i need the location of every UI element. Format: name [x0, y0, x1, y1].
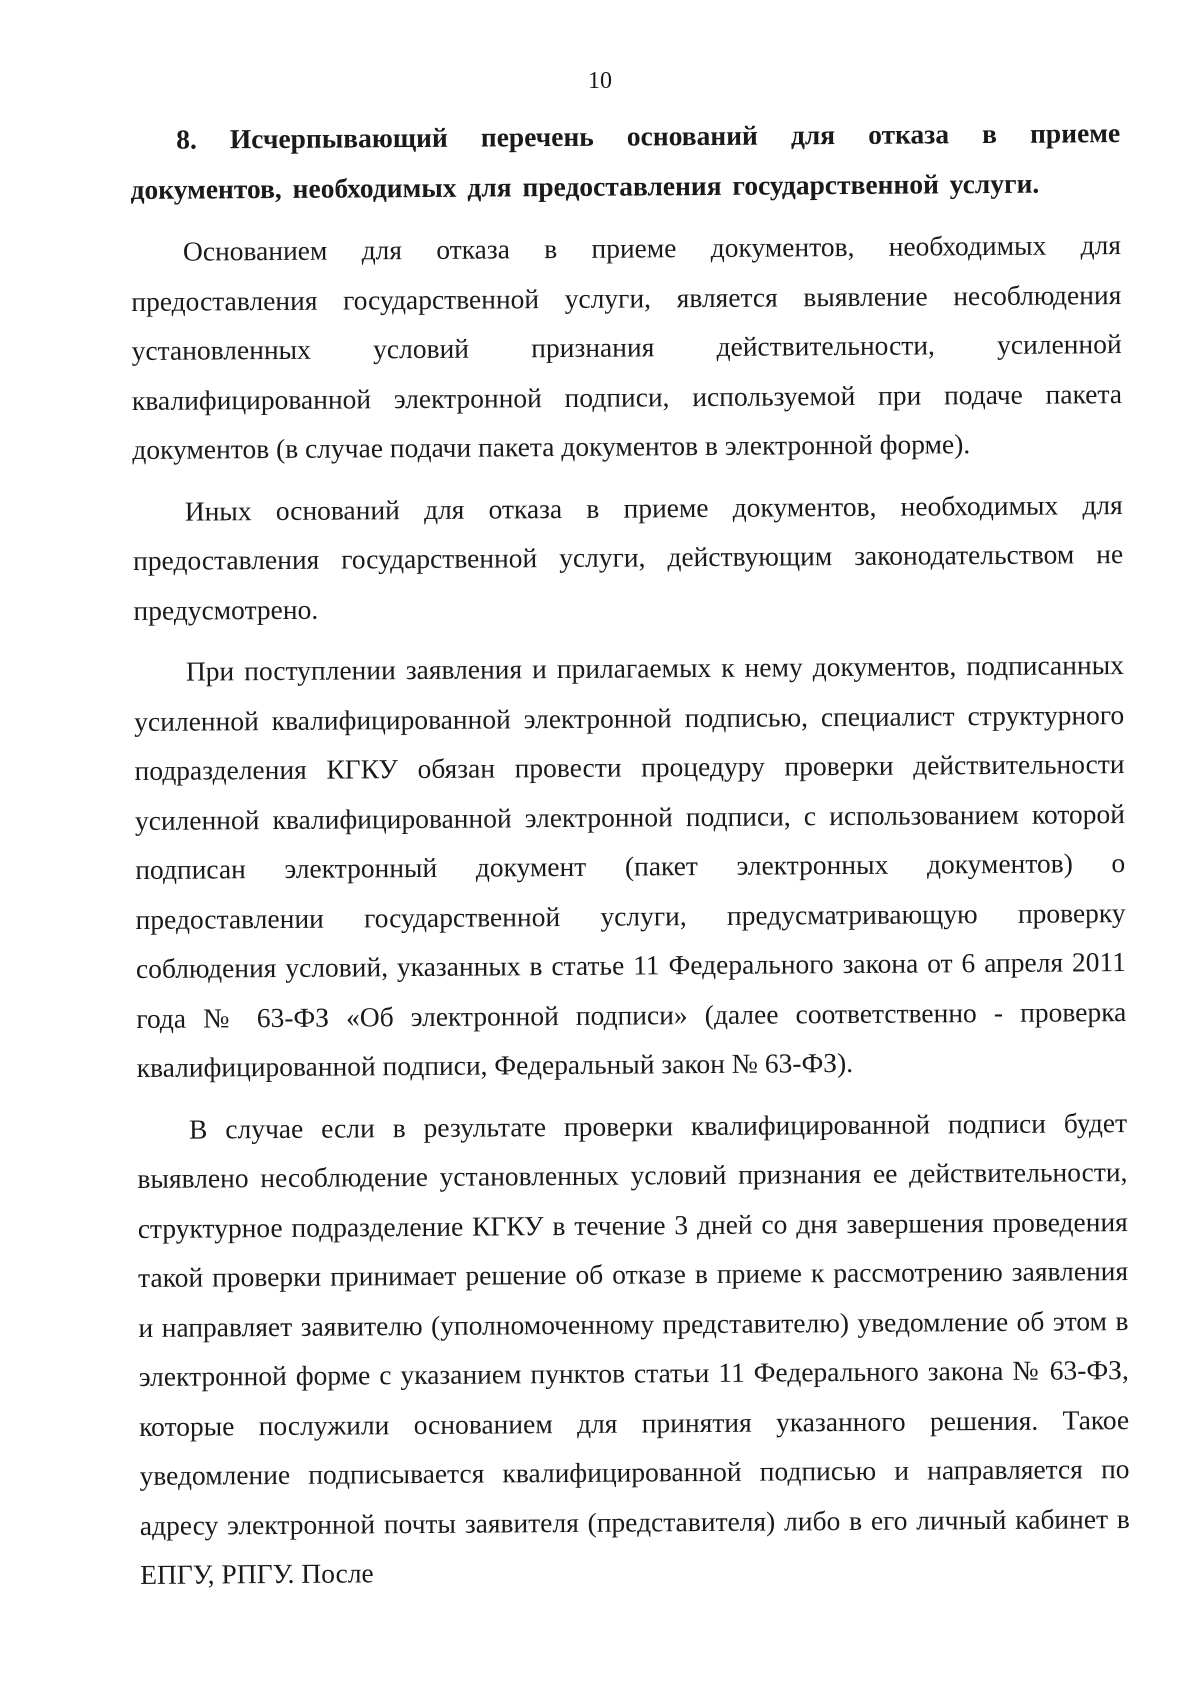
document-body: [130, 108, 1130, 1599]
paragraph-verification-failure: В случае если в результате проверки квалифицированной подписи будет выявлено несоблюдение установленных условий признания ее действительности, структурное подразделение КГКУ в течение 3 дней со дня завершения проведения такой проверки принимает решение об отказе в приеме к рассмотрению заявления и направляет заявителю (уполномоченному представителю) уведомление об этом в электронной форме с указанием пунктов статьи 11 Федерального закона № 63-ФЗ, которые послужили основанием для принятия указанного решения. Такое уведомление подписывается квалифицированной подписью и направляется по адресу электронной почты заявителя (представителя) либо в его личный кабинет в ЕПГУ, РПГУ. После: [137, 1106, 1130, 1590]
paragraph-no-other-grounds: Иных оснований для отказа в приеме документов, необходимых для предоставления государственной услуги, действующим законодательством не предусмотрено.: [133, 488, 1124, 626]
section-heading: 8. Исчерпывающий перечень оснований для отказа в приеме документов, необходимых для предоставления государственной услуги.: [130, 117, 1121, 205]
paragraph-grounds-for-refusal: Основанием для отказа в приеме документов, необходимых для предоставления государственной услуги, является выявление несоблюдения установленных условий признания действительности, усиленной квалифицированной электронной подписи, используемой при подаче пакета документов (в случае подачи пакета документов в электронной форме).: [131, 229, 1123, 465]
paragraph-signature-verification: При поступлении заявления и прилагаемых к нему документов, подписанных усиленной квалифицированной электронной подписью, специалист структурного подразделения КГКУ обязан провести процедуру проверки действительности усиленной квалифицированной электронной подписи, с использованием которой подписан электронный документ (пакет электронных документов) о предоставлении государственной услуги, предусматривающую проверку соблюдения условий, указанных в статье 11 Федерального закона от 6 апреля 2011 года № 63-ФЗ «Об электронной подписи» (далее соответственно - проверка квалифицированной подписи, Федеральный закон № 63-ФЗ).: [134, 649, 1127, 1083]
page-number: 10: [588, 68, 612, 94]
